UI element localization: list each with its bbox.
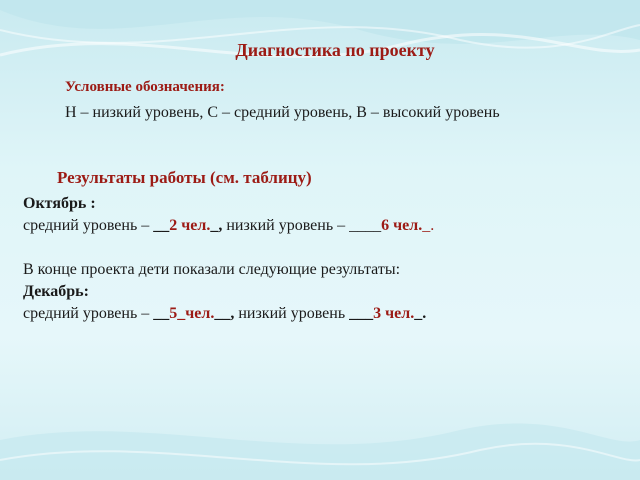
october-mid-fill-before: __ [153,217,170,234]
december-low-fill-after: _. [414,305,427,322]
spacer [23,237,434,259]
december-low-prefix: низкий уровень [238,305,350,322]
december-low-value: 3 чел. [373,305,415,322]
october-results [23,215,434,237]
october-low-fill-after: _. [422,217,435,234]
december-results [23,303,434,325]
october-low-fill-before: ____ [349,217,382,234]
december-mid-fill-after: __, [214,305,239,322]
october-low-value: 6 чел. [381,217,423,234]
december-mid-value: 5_чел. [169,305,215,322]
slide-title: Диагностика по проекту [235,40,435,60]
transition-text: В конце проекта дети показали следующие результаты: [23,261,401,278]
october-mid-prefix: средний уровень – [23,217,154,234]
legend-text: Н – низкий уровень, С – средний уровень, В – высокий уровень [65,104,500,121]
results-body [23,193,434,325]
results-heading: Результаты работы (см. таблицу) [57,168,312,187]
october-mid-value: 2 чел. [169,217,211,234]
legend-title: Условные обозначения: [65,79,225,95]
october-label: Октябрь : [23,195,96,212]
december-mid-fill-before: __ [153,305,170,322]
october-low-prefix: низкий уровень – [226,217,350,234]
october-mid-fill-after: _, [210,217,227,234]
december-low-fill-before: ___ [349,305,374,322]
december-mid-prefix: средний уровень – [23,305,154,322]
december-label: Декабрь: [23,283,89,300]
